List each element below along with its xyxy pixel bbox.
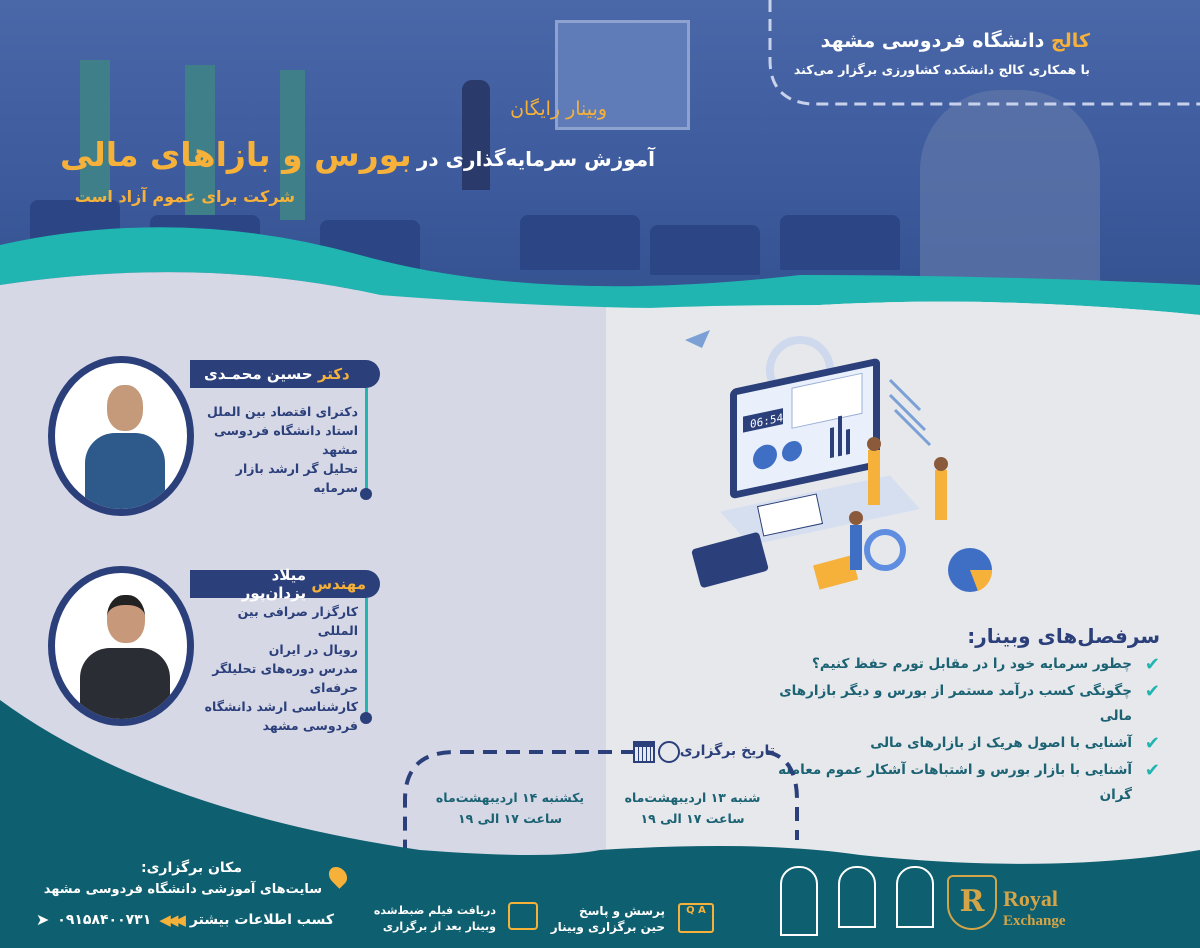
feature-qa: پرسش و پاسخ حین برگزاری وبینار [550, 904, 665, 934]
dashed-frame [760, 0, 1200, 110]
university-logo [780, 866, 818, 936]
more-info-link[interactable]: کسب اطلاعات بیشتر [189, 911, 334, 928]
session-1: شنبه ۱۳ اردیبهشت‌ماه ساعت ۱۷ الی ۱۹ [624, 790, 761, 826]
university-logos [780, 866, 950, 936]
topic-item: ✔ آشنایی با اصول هریک از بازارهای مالی [870, 733, 1160, 754]
topic-item: ✔ چگونگی کسب درآمد مستمر از بورس و دیگر بازارهای مالی [779, 681, 1160, 724]
subtitle: شرکت برای عموم آزاد است [74, 187, 295, 206]
speaker-name-pill: دکتر حسین محمـدی [190, 360, 380, 388]
check-icon: ✔ [1144, 760, 1160, 781]
finance-illustration [680, 320, 1010, 600]
clock-readout: 06:54 [750, 411, 784, 432]
timeline-line [365, 598, 368, 716]
speaker-bio: کارگزار صرافی بین المللی رویال در ایران مدرس دوره‌های تحلیلگر حرفه‌ای کارشناسی ارشد دانشگاه فردوسی مشهد [204, 604, 358, 733]
speaker-photo [48, 356, 194, 516]
university-logo [838, 866, 876, 928]
schedule-label: تاریخ برگزاری [679, 743, 775, 759]
brand-name: Royal Exchange [1003, 886, 1066, 929]
check-icon: ✔ [1144, 681, 1160, 702]
topic-item: ✔ چطور سرمایه خود را در مقابل تورم حفظ کنیم؟ [812, 654, 1160, 675]
arrows-icon: ◀◀◀ [159, 910, 182, 929]
venue-text: سایت‌های آموزشی دانشگاه فردوسی مشهد [43, 882, 322, 897]
speaker-name-pill: مهندس میلاد یزدان‌پور [190, 570, 380, 598]
topic-item: ✔ آشنایی با بازار بورس و اشتباهات آشکار عموم معامله گران [778, 760, 1160, 803]
teal-wave [0, 215, 1200, 345]
session-2: یکشنبه ۱۴ اردیبهشت‌ماه ساعت ۱۷ الی ۱۹ [435, 790, 585, 826]
qa-icon: Q A [678, 903, 714, 933]
contact-row [36, 910, 334, 929]
feature-video: دریافت فیلم ضبط‌شده وبینار بعد از برگزاری [373, 904, 496, 933]
webinar-tag: وبینار رایگان [510, 98, 607, 120]
speaker-bio: دکترای اقتصاد بین الملل استاد دانشگاه فردوسی مشهد تحلیل گر ارشد بازار سرمایه [206, 404, 358, 495]
check-icon: ✔ [1144, 733, 1160, 754]
video-camera-icon [508, 902, 538, 930]
phone-number[interactable]: ۰۹۱۵۸۴۰۰۷۳۱ [57, 911, 152, 928]
university-logo [896, 866, 934, 928]
college-title: کالج دانشگاه فردوسی مشهد [820, 30, 1090, 52]
timeline-dot [360, 488, 372, 500]
topics-heading: سرفصل‌های وبینار: [967, 624, 1160, 648]
royal-exchange-logo: R [947, 875, 997, 930]
main-title: آموزش سرمایه‌گذاری در بورس و بازاهای مالی [59, 135, 655, 174]
timeline-line [365, 388, 368, 493]
telegram-icon[interactable]: ➤ [35, 910, 50, 929]
collab-text: با همکاری کالج دانشکده کشاورزی برگزار می‌کند [793, 62, 1090, 77]
check-icon: ✔ [1144, 654, 1160, 675]
venue-label: مکان برگزاری: [141, 860, 242, 876]
